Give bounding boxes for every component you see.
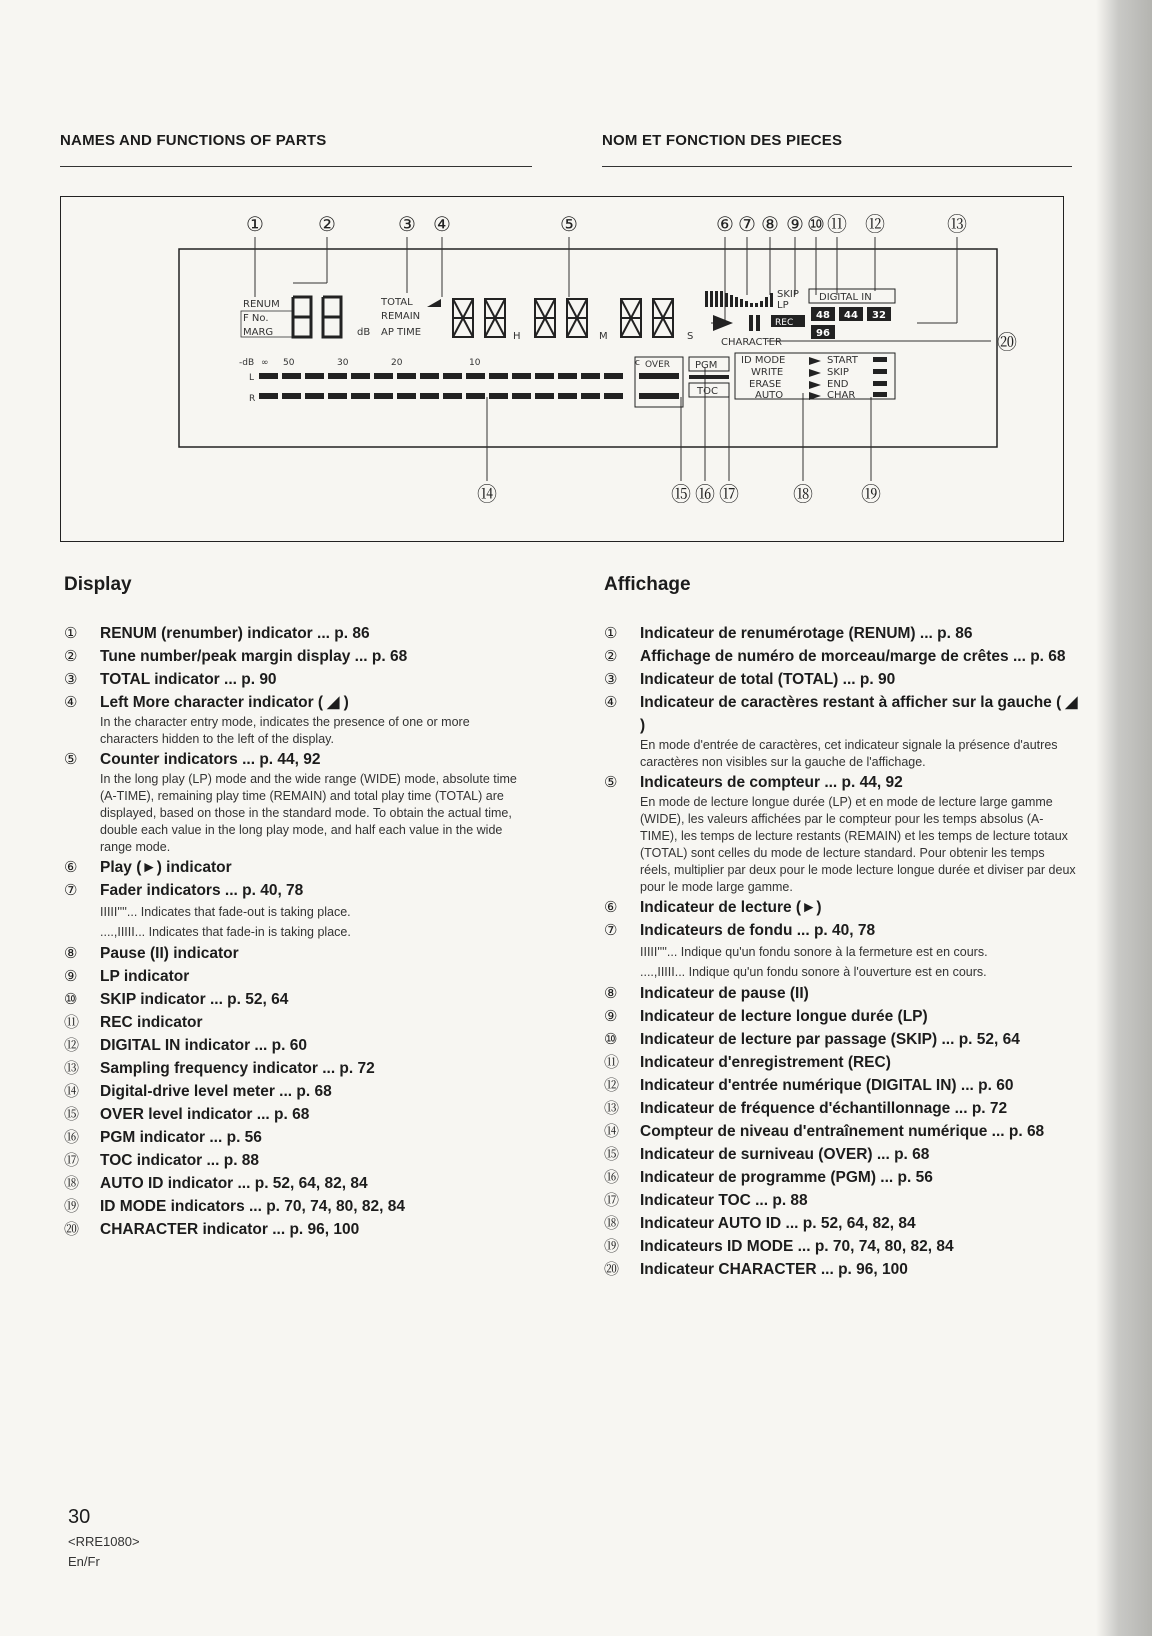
list-item — [64, 1195, 532, 1218]
french-section-title: Affichage — [604, 574, 691, 595]
list-item — [604, 1189, 1082, 1212]
item-label: CHARACTER indicator ... p. 96, 100 — [100, 1221, 360, 1238]
item-number: ⑪ — [604, 1054, 620, 1071]
list-item — [64, 1172, 532, 1195]
auto-label: AUTO — [755, 390, 784, 401]
meter-segment — [604, 393, 623, 399]
meter-segment — [328, 373, 347, 379]
meter-segment — [466, 373, 485, 379]
item-number: ⑳ — [604, 1261, 620, 1278]
item-label: TOTAL indicator ... p. 90 — [100, 671, 277, 688]
callout-10: ⑩ — [807, 212, 825, 236]
list-item — [64, 748, 532, 856]
item-number: ② — [64, 648, 78, 665]
item-label: PGM indicator ... p. 56 — [100, 1129, 262, 1146]
tune-number-digits — [293, 297, 341, 337]
item-number: ⑰ — [64, 1152, 80, 1169]
meter-segment — [397, 393, 416, 399]
list-item — [64, 1149, 532, 1172]
list-item — [604, 1166, 1082, 1189]
item-label: Indicateur de surniveau (OVER) ... p. 68 — [640, 1146, 930, 1163]
callout-11: ⑪ — [827, 212, 847, 236]
item-number: ④ — [64, 694, 78, 711]
callout-13: ⑬ — [947, 212, 967, 236]
list-item — [604, 1143, 1082, 1166]
item-label: AUTO ID indicator ... p. 52, 64, 82, 84 — [100, 1175, 368, 1192]
meter-segment — [259, 373, 278, 379]
callout-8: ⑧ — [761, 212, 779, 236]
item-label: Indicateur de fréquence d'échantillonnage ... p. 72 — [640, 1100, 1008, 1117]
over-label: OVER — [645, 360, 671, 370]
item-number: ⑯ — [604, 1169, 620, 1186]
meter-segment — [351, 373, 370, 379]
freq-44-label: 44 — [844, 310, 858, 321]
item-label: Indicateur de lecture par passage (SKIP) ... p. 52, 64 — [640, 1031, 1020, 1048]
meter-segment — [282, 373, 301, 379]
counter-digit — [453, 299, 473, 337]
list-item — [604, 982, 1082, 1005]
meter-scale-c: c — [635, 358, 640, 368]
item-number: ⑨ — [64, 968, 78, 985]
item-number: ⑬ — [64, 1060, 80, 1077]
item-sub-note: IIIII''''... Indique qu'un fondu sonore à la fermeture est en cours. — [640, 945, 988, 959]
list-item — [64, 988, 532, 1011]
erase-label: ERASE — [749, 379, 782, 390]
item-label: ID MODE indicators ... p. 70, 74, 80, 82, 84 — [100, 1198, 405, 1215]
list-item — [604, 1074, 1082, 1097]
item-number: ① — [604, 625, 618, 642]
item-number: ⑲ — [64, 1198, 80, 1215]
counter-digit — [485, 299, 505, 337]
callout-18: ⑱ — [793, 482, 813, 506]
callout-9: ⑨ — [786, 212, 804, 236]
char-label: CHAR — [827, 390, 856, 401]
toc-label: TOC — [697, 386, 718, 397]
meter-segment — [420, 393, 439, 399]
lp-label: LP — [777, 300, 789, 311]
item-label: Indicateurs ID MODE ... p. 70, 74, 80, 82, 84 — [640, 1238, 954, 1255]
fno-label: F No. — [243, 313, 269, 324]
meter-scale-inf: ∞ — [261, 358, 269, 368]
item-label: Indicateur de programme (PGM) ... p. 56 — [640, 1169, 933, 1186]
item-number: ⑩ — [64, 991, 78, 1008]
item-number: ⑱ — [604, 1215, 620, 1232]
item-label: DIGITAL IN indicator ... p. 60 — [100, 1037, 307, 1054]
list-item — [604, 691, 1082, 771]
header-left-rule — [60, 166, 532, 167]
freq-32-label: 32 — [872, 310, 886, 321]
list-item — [64, 1011, 532, 1034]
meter-segment — [466, 393, 485, 399]
item-sub-note: ....,IIIII... Indique qu'un fondu sonore à l'ouverture est en cours. — [640, 965, 987, 979]
list-item — [604, 771, 1082, 896]
item-number: ⑫ — [64, 1037, 80, 1054]
item-label: Indicateur d'entrée numérique (DIGITAL IN) ... p. 60 — [640, 1077, 1014, 1094]
remain-label: REMAIN — [381, 311, 421, 322]
item-label: Indicateur de pause (II) — [640, 985, 809, 1002]
callout-4: ④ — [433, 212, 451, 236]
level-meter-bars — [259, 373, 623, 399]
item-label: Affichage de numéro de morceau/marge de crêtes ... p. 68 — [640, 648, 1066, 665]
meter-segment — [512, 373, 531, 379]
callout-2: ② — [318, 212, 336, 236]
item-label: Indicateur de lecture (►) — [640, 899, 822, 916]
display-diagram-svg — [61, 197, 1065, 543]
fader-indicator-icon — [705, 291, 773, 307]
callouts-top — [246, 212, 967, 236]
item-label: Indicateur AUTO ID ... p. 52, 64, 82, 84 — [640, 1215, 916, 1232]
meter-segment — [420, 373, 439, 379]
list-item — [604, 1051, 1082, 1074]
item-label: Compteur de niveau d'entraînement numérique ... p. 68 — [640, 1123, 1045, 1140]
list-item — [604, 645, 1082, 668]
document-code-id: <RRE1080> — [68, 1534, 140, 1549]
item-label: Sampling frequency indicator ... p. 72 — [100, 1060, 375, 1077]
list-item — [604, 1258, 1082, 1281]
write-label: WRITE — [751, 367, 784, 378]
counter-digit — [535, 299, 555, 337]
list-item — [64, 645, 532, 668]
list-item — [64, 1034, 532, 1057]
item-label: SKIP indicator ... p. 52, 64 — [100, 991, 289, 1008]
display-panel — [179, 249, 997, 447]
callout-5: ⑤ — [560, 212, 578, 236]
db-label: dB — [357, 327, 371, 338]
meter-segment — [374, 393, 393, 399]
item-number: ⑧ — [64, 945, 78, 962]
english-parts-list — [64, 622, 532, 1241]
callout-7: ⑦ — [738, 212, 756, 236]
document-language: En/Fr — [68, 1554, 100, 1569]
list-item — [604, 668, 1082, 691]
callout-19: ⑲ — [861, 482, 881, 506]
item-label: Indicateurs de fondu ... p. 40, 78 — [640, 922, 876, 939]
meter-segment — [305, 393, 324, 399]
item-number: ⑩ — [604, 1031, 618, 1048]
item-number: ⑳ — [64, 1221, 80, 1238]
end-label: END — [827, 379, 849, 390]
callout-15: ⑮ — [671, 482, 691, 506]
french-parts-list — [604, 622, 1082, 1281]
item-number: ⑱ — [64, 1175, 80, 1192]
skip2-label: SKIP — [827, 367, 849, 378]
item-label: Indicateur CHARACTER ... p. 96, 100 — [640, 1261, 908, 1278]
meter-segment — [374, 373, 393, 379]
callout-17: ⑰ — [719, 482, 739, 506]
meter-l-label: L — [249, 373, 255, 383]
meter-scale-10: 10 — [469, 358, 481, 368]
seconds-label: S — [687, 331, 694, 342]
counter-digit — [653, 299, 673, 337]
item-number: ⑨ — [604, 1008, 618, 1025]
left-more-arrow-icon — [427, 299, 441, 307]
callout-1: ① — [246, 212, 264, 236]
item-label: Indicateur de lecture longue durée (LP) — [640, 1008, 928, 1025]
item-number: ⑬ — [604, 1100, 620, 1117]
freq-48-label: 48 — [816, 310, 830, 321]
item-number: ④ — [604, 694, 618, 711]
item-number: ⑤ — [604, 774, 618, 791]
item-label: Pause (II) indicator — [100, 945, 239, 962]
pgm-label: PGM — [695, 360, 718, 371]
item-number: ⑰ — [604, 1192, 620, 1209]
play-icon — [713, 315, 733, 331]
ap-time-label: AP TIME — [381, 327, 422, 338]
list-item — [604, 1005, 1082, 1028]
pause-icon — [749, 315, 760, 331]
meter-segment — [282, 393, 301, 399]
meter-scale-30: 30 — [337, 358, 349, 368]
meter-segment — [489, 393, 508, 399]
character-label: CHARACTER — [721, 337, 782, 348]
header-right-title: NOM ET FONCTION DES PIECES — [602, 132, 843, 149]
item-label: Indicateurs de compteur ... p. 44, 92 — [640, 774, 903, 791]
meter-segment — [581, 393, 600, 399]
list-item — [64, 1057, 532, 1080]
item-number: ⑥ — [64, 859, 78, 876]
meter-segment — [351, 393, 370, 399]
item-label: Indicateur de renumérotage (RENUM) ... p. 86 — [640, 625, 973, 642]
item-label: LP indicator — [100, 968, 190, 985]
toc-rule-top — [689, 375, 729, 379]
callout-20: ⑳ — [997, 330, 1017, 354]
meter-segment — [581, 373, 600, 379]
item-label: Fader indicators ... p. 40, 78 — [100, 882, 304, 899]
item-description: In the long play (LP) mode and the wide range (WIDE) mode, absolute time (A-TIME), remaining play time (REMAIN) and total play time (TOTAL) are displayed, based on those in the standard mode. To obtain the actual time, double each value in the long play mode, and half each value in the wide range mode. — [100, 772, 517, 854]
item-number: ⑮ — [604, 1146, 620, 1163]
page-number: 30 — [68, 1506, 91, 1528]
item-number: ⑮ — [64, 1106, 80, 1123]
meter-segment — [305, 373, 324, 379]
meter-segment — [535, 373, 554, 379]
meter-segment — [443, 373, 462, 379]
meter-segment — [604, 373, 623, 379]
item-number: ⑦ — [64, 882, 78, 899]
callout-12: ⑫ — [865, 212, 885, 236]
list-item — [604, 622, 1082, 645]
meter-scale-50: 50 — [283, 358, 295, 368]
item-label: TOC indicator ... p. 88 — [100, 1152, 260, 1169]
item-number: ⑯ — [64, 1129, 80, 1146]
list-item — [64, 942, 532, 965]
meter-segment — [558, 393, 577, 399]
meter-segment — [512, 393, 531, 399]
meter-scale-20: 20 — [391, 358, 403, 368]
list-item — [604, 1028, 1082, 1051]
item-label: Indicateur de caractères restant à afficher sur la gauche ( ◢ ) — [640, 694, 1078, 734]
list-item — [604, 1120, 1082, 1143]
item-number: ① — [64, 625, 78, 642]
digital-in-label: DIGITAL IN — [819, 292, 872, 303]
callout-16: ⑯ — [695, 482, 715, 506]
list-item — [604, 1097, 1082, 1120]
item-label: Digital-drive level meter ... p. 68 — [100, 1083, 332, 1100]
id-mode-label: ID MODE — [741, 355, 786, 366]
item-number: ② — [604, 648, 618, 665]
item-number: ⑥ — [604, 899, 618, 916]
item-number: ⑭ — [64, 1083, 80, 1100]
start-label: START — [827, 355, 858, 366]
meter-segment — [328, 393, 347, 399]
item-label: Left More character indicator ( ◢ ) — [100, 694, 349, 711]
meter-segment — [558, 373, 577, 379]
list-item — [64, 879, 532, 942]
meter-segment — [489, 373, 508, 379]
list-item — [64, 1103, 532, 1126]
counter-digits — [453, 299, 673, 337]
display-diagram — [60, 196, 1064, 542]
item-label: Play (►) indicator — [100, 859, 232, 876]
item-number: ⑪ — [64, 1014, 80, 1031]
item-sub-note: ....,IIIII... Indicates that fade-in is taking place. — [100, 925, 351, 939]
item-label: Tune number/peak margin display ... p. 68 — [100, 648, 408, 665]
over-bar-l — [639, 373, 679, 379]
callout-14: ⑭ — [477, 482, 497, 506]
item-description: In the character entry mode, indicates the presence of one or more characters hidden to the left of the display. — [100, 715, 470, 746]
meter-r-label: R — [249, 394, 256, 404]
list-item — [604, 1235, 1082, 1258]
header-right-rule — [602, 166, 1072, 167]
list-item — [64, 965, 532, 988]
item-number: ⑭ — [604, 1123, 620, 1140]
list-item — [64, 1080, 532, 1103]
item-number: ⑧ — [604, 985, 618, 1002]
item-number: ⑦ — [604, 922, 618, 939]
list-item — [604, 919, 1082, 982]
header-left-title: NAMES AND FUNCTIONS OF PARTS — [60, 132, 327, 149]
item-description: En mode d'entrée de caractères, cet indicateur signale la présence d'autres caractères non visibles sur la gauche de l'affichage. — [640, 738, 1058, 769]
list-item — [604, 896, 1082, 919]
item-number: ③ — [604, 671, 618, 688]
renum-label: RENUM — [243, 299, 280, 310]
item-label: OVER level indicator ... p. 68 — [100, 1106, 310, 1123]
list-item — [64, 856, 532, 879]
item-number: ⑤ — [64, 751, 78, 768]
list-item — [64, 622, 532, 645]
hours-label: H — [513, 331, 521, 342]
callout-6: ⑥ — [716, 212, 734, 236]
meter-segment — [443, 393, 462, 399]
freq-96-label: 96 — [816, 328, 830, 339]
over-bar-r — [639, 393, 679, 399]
item-label: Indicateur de total (TOTAL) ... p. 90 — [640, 671, 896, 688]
english-section-title: Display — [64, 574, 132, 595]
item-label: REC indicator — [100, 1014, 203, 1031]
item-number: ⑫ — [604, 1077, 620, 1094]
item-sub-note: IIIII''''... Indicates that fade-out is taking place. — [100, 905, 351, 919]
meter-scale-db: -dB — [239, 358, 255, 368]
total-label: TOTAL — [381, 297, 413, 308]
list-item — [64, 1218, 532, 1241]
meter-segment — [535, 393, 554, 399]
item-label: RENUM (renumber) indicator ... p. 86 — [100, 625, 370, 642]
document-code — [68, 1532, 140, 1572]
item-label: Indicateur d'enregistrement (REC) — [640, 1054, 891, 1071]
skip-label: SKIP — [777, 289, 799, 300]
list-item — [64, 1126, 532, 1149]
list-item — [64, 668, 532, 691]
item-label: Counter indicators ... p. 44, 92 — [100, 751, 321, 768]
rec-label: REC — [775, 318, 794, 328]
marg-label: MARG — [243, 327, 274, 338]
page-edge-shadow — [1096, 0, 1152, 1636]
counter-digit — [621, 299, 641, 337]
list-item — [64, 691, 532, 748]
item-number: ⑲ — [604, 1238, 620, 1255]
callout-3: ③ — [398, 212, 416, 236]
item-description: En mode de lecture longue durée (LP) et en mode de lecture large gamme (WIDE), les valeurs affichées par le compteur pour les temps absolus (A-TIME), les temps de lecture restants (REMAIN) et les temps de lecture totaux (TOTAL) sont celles du mode de lecture standard. Pour obtenir les temps réels, multiplier par deux pour le mode lecture longue durée et diviser par deux pour le mode large gamme. — [640, 795, 1076, 894]
counter-digit — [567, 299, 587, 337]
item-number: ③ — [64, 671, 78, 688]
item-label: Indicateur TOC ... p. 88 — [640, 1192, 808, 1209]
minutes-label: M — [599, 331, 608, 342]
meter-segment — [259, 393, 278, 399]
meter-segment — [397, 373, 416, 379]
list-item — [604, 1212, 1082, 1235]
